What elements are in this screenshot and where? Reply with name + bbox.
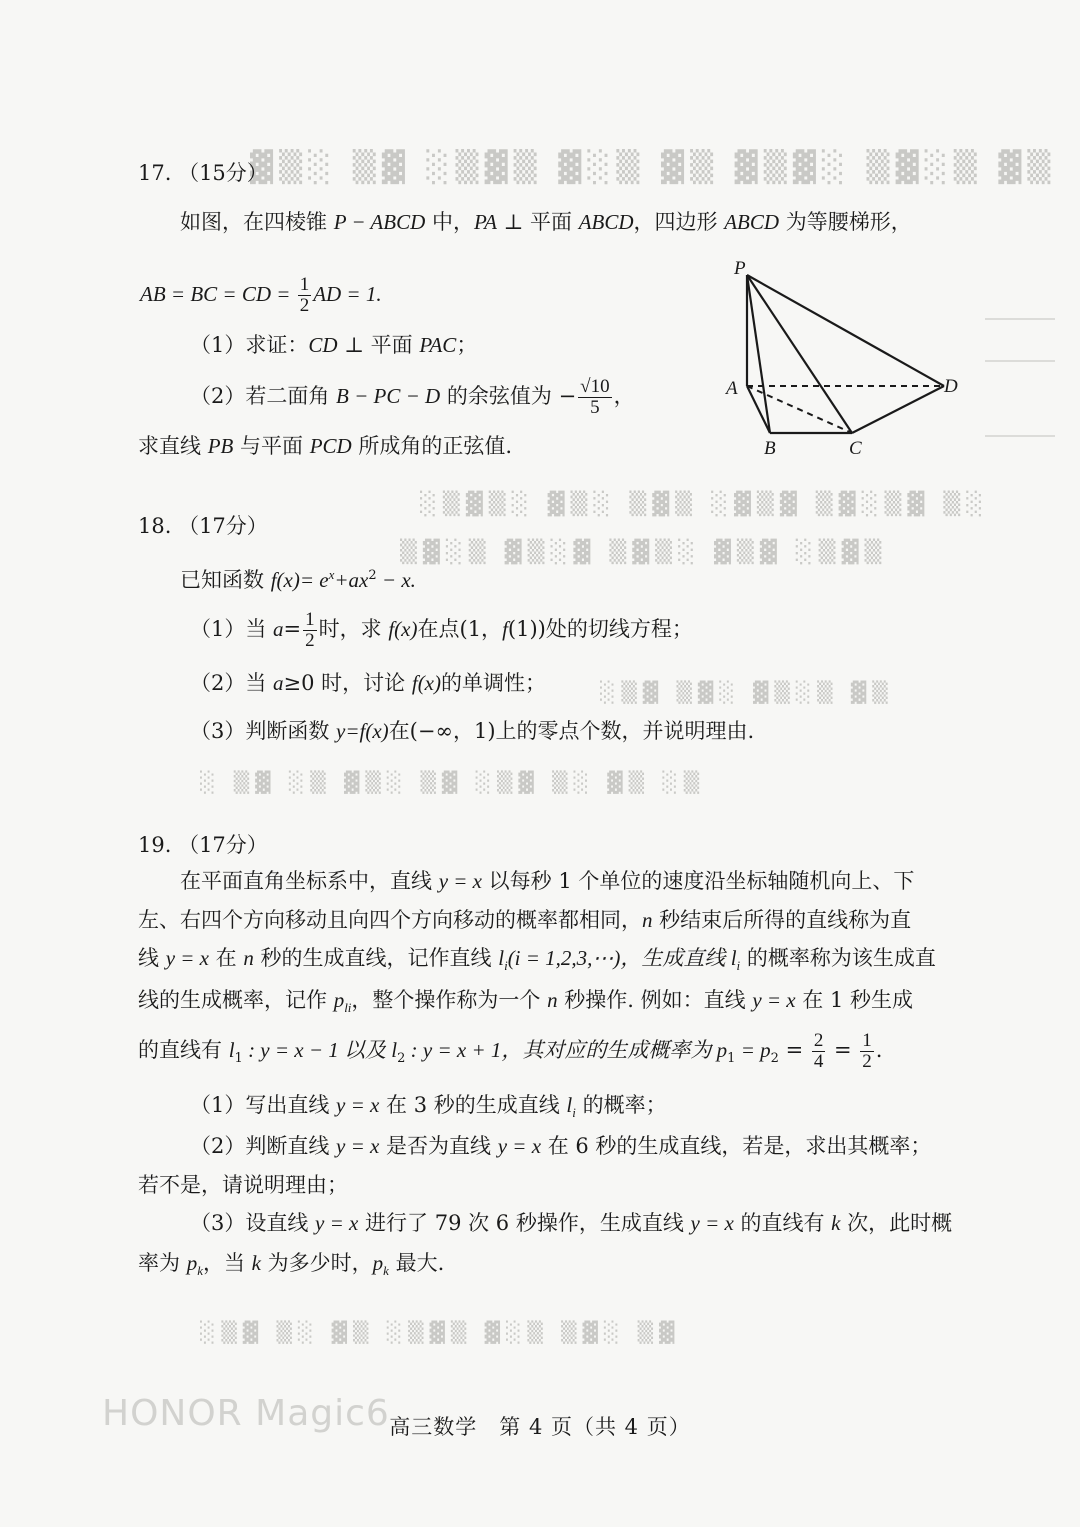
- q19-part3-cont: 率为 $p_k$，当 k 为多少时，$p_k$ 最大.: [138, 1251, 445, 1279]
- fraction: $\frac{1}{2}$: [299, 274, 310, 316]
- vertex-label-C: C: [849, 438, 862, 459]
- vertex-label-P: P: [734, 258, 746, 279]
- margin-mark: [985, 435, 1055, 437]
- q19-part3: （3）设直线 y = x 进行了 79 次 6 秒操作，生成直线 y = x 的直线有 k 次，此时概: [190, 1211, 953, 1235]
- fraction: $\frac{2}{4}$: [813, 1030, 824, 1072]
- q17-equation: AB = BC = CD = $\frac{1}{2}$ AD = 1.: [140, 274, 382, 316]
- q19-stem-line5: 的直线有 $l_1$ : y = x − 1 以及 $l_2$ : y = x + 1，其对应的生成概率为 $p_1 = p_2$ = $\frac{2}{4}$ = $\frac{1}{2}$ .: [138, 1030, 883, 1072]
- pyramid-diagram: [722, 258, 972, 468]
- bleed-through-text: ▓▒░ ▒▓ ░▒▓▒ ▓░▒ ▓▒ ▓▒▓░ ▒▓░▒ ▓▒: [250, 150, 1057, 185]
- pyramid-figure: [722, 258, 972, 468]
- bleed-through-text: ░▒▓▒░ ▓▒░ ▒▓▒ ░▓▒▓ ▒▓░▒▓ ▒░: [420, 492, 990, 517]
- q18-part1: （1）当 a= $\frac{1}{2}$ 时，求 f(x)在点(1，f(1))处的切线方程；: [190, 609, 693, 651]
- vertex-label-B: B: [764, 438, 776, 459]
- camera-watermark: HONOR Magic6: [102, 1393, 390, 1434]
- q17-part1: （1）求证：CD ⊥ 平面 PAC；: [190, 333, 478, 357]
- q18-heading: 18. （17分）: [138, 514, 268, 538]
- q19-stem-line2: 左、右四个方向移动且向四个方向移动的概率都相同，n 秒结束后所得的直线称为直: [138, 908, 912, 932]
- q17-part2: （2）若二面角 B − PC − D 的余弦值为 − $\frac{√10}{5}$ ，: [190, 376, 635, 418]
- edge-PD: [747, 275, 944, 386]
- q19-part1: （1）写出直线 y = x 在 3 秒的生成直线 $l_i$ 的概率；: [190, 1093, 667, 1121]
- q18-part2: （2）当 a≥0 时，讨论 f(x)的单调性；: [190, 671, 547, 695]
- page-footer: 高三数学 第 4 页（共 4 页）: [389, 1415, 691, 1439]
- q17-stem: 如图，在四棱锥 P − ABCD 中，PA ⊥ 平面 ABCD，四边形 ABCD 为等腰梯形，: [180, 210, 912, 234]
- bleed-through-text: ░▒▓ ▒░ ▓▒ ░▒▓▒ ▓░▒ ▒▓░ ▒▓: [200, 1320, 681, 1344]
- vertex-label-A: A: [726, 378, 738, 399]
- q19-part2: （2）判断直线 y = x 是否为直线 y = x 在 6 秒的生成直线，若是，求出其概率；: [190, 1134, 932, 1158]
- q19-stem-line1: 在平面直角坐标系中，直线 y = x 以每秒 1 个单位的速度沿坐标轴随机向上、下: [180, 869, 915, 893]
- bleed-through-text: ░▒▓ ▒▓░ ▓▒░▒ ▓▒: [600, 680, 894, 704]
- q17-part2-cont: 求直线 PB 与平面 PCD 所成角的正弦值.: [138, 434, 513, 458]
- edge-CD: [852, 386, 944, 433]
- q19-part2-cont: 若不是，请说明理由；: [138, 1173, 348, 1197]
- bleed-through-text: ░ ▒▓ ░▒ ▓▒░ ▒▓ ░▒▓ ▒░ ▓▒ ░▒: [200, 770, 706, 794]
- q18-stem: 已知函数 $f(x)= e^x+ax^2 - x$.: [180, 567, 416, 592]
- fraction: $\frac{1}{2}$: [305, 609, 315, 651]
- q19-heading: 19. （17分）: [138, 833, 268, 857]
- q17-heading: 17. （15分）: [138, 161, 268, 185]
- margin-mark: [985, 318, 1055, 320]
- q19-stem-line4: 线的生成概率，记作 $p_{li}$，整个操作称为一个 n 秒操作. 例如：直线 y = x 在 1 秒生成: [138, 988, 914, 1016]
- q18-part3: （3）判断函数 y=f(x)在(−∞，1)上的零点个数，并说明理由.: [190, 719, 755, 743]
- fraction: $\frac{√10}{5}$: [580, 376, 610, 418]
- vertex-label-D: D: [944, 376, 958, 397]
- q19-stem-line3: 线 y = x 在 n 秒的生成直线，记作直线 $l_i(i$ = 1,2,3,⋯)，生成直线 $l_i$ 的概率称为该生成直: [138, 946, 936, 974]
- margin-mark: [985, 360, 1055, 362]
- bleed-through-text: ▒▓░▒ ▓▒░▓ ▒▓▒░ ▓▒▓ ░▒▓▒: [400, 540, 888, 565]
- fraction: $\frac{1}{2}$: [862, 1030, 872, 1072]
